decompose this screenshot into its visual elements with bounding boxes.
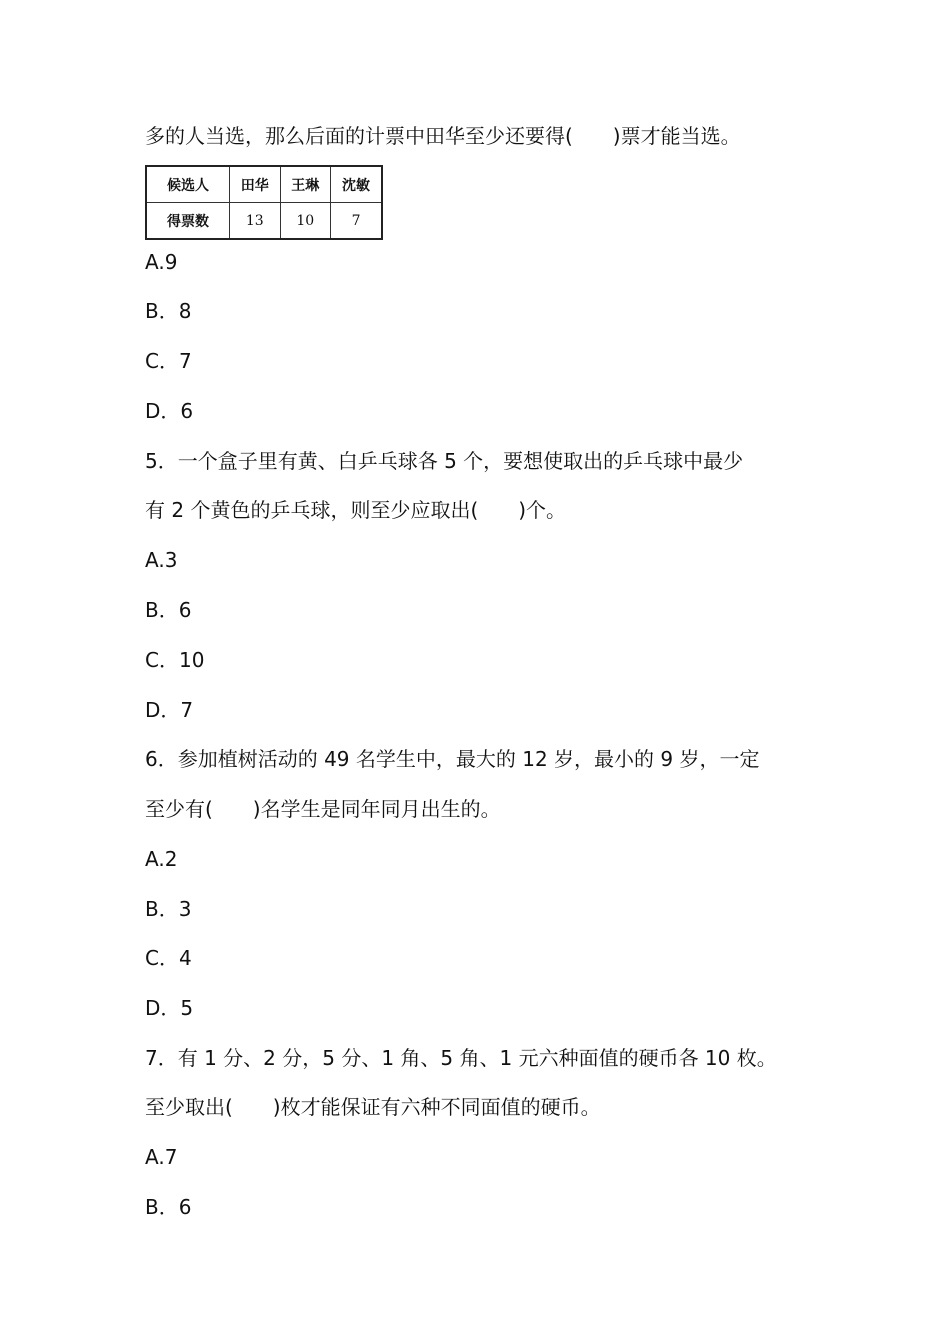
table-cell: 13 [230, 203, 281, 240]
q6-stem-line2: 至少有( )名学生是同年同月出生的。 [145, 797, 501, 821]
q4-option-c: C．7 [145, 349, 192, 373]
vote-table [145, 165, 383, 240]
q6-stem-line1: 6．参加植树活动的 49 名学生中，最大的 12 岁，最小的 9 岁，一定 [145, 747, 760, 771]
table-header-cell: 候选人 [146, 166, 230, 203]
q4-stem-tail: 多的人当选，那么后面的计票中田华至少还要得( )票才能当选。 [145, 124, 741, 148]
q4-option-a: A.9 [145, 250, 178, 274]
q5-stem-line2: 有 2 个黄色的乒乓球，则至少应取出( )个。 [145, 498, 567, 522]
table-cell: 7 [331, 203, 382, 240]
q6-option-a: A.2 [145, 847, 178, 871]
q5-option-d: D．7 [145, 698, 194, 722]
q4-option-b: B．8 [145, 299, 192, 323]
q6-option-c: C．4 [145, 946, 192, 970]
q5-option-c: C．10 [145, 648, 205, 672]
table-cell: 田华 [230, 166, 281, 203]
q7-option-b: B．6 [145, 1195, 192, 1219]
q5-option-a: A.3 [145, 548, 178, 572]
q7-stem-line1: 7．有 1 分、2 分，5 分、1 角、5 角、1 元六种面值的硬币各 10 枚。 [145, 1046, 777, 1070]
table-row [146, 203, 382, 240]
q5-option-b: B．6 [145, 598, 192, 622]
q7-option-a: A.7 [145, 1145, 178, 1169]
q4-option-d: D．6 [145, 399, 194, 423]
table-cell: 沈敏 [331, 166, 382, 203]
q5-stem-line1: 5．一个盒子里有黄、白乒乓球各 5 个，要想使取出的乒乓球中最少 [145, 449, 744, 473]
table-row [146, 166, 382, 203]
table-cell: 王琳 [280, 166, 331, 203]
q6-option-b: B．3 [145, 897, 192, 921]
table-cell: 10 [280, 203, 331, 240]
q7-stem-line2: 至少取出( )枚才能保证有六种不同面值的硬币。 [145, 1095, 601, 1119]
table-header-cell: 得票数 [146, 203, 230, 240]
q6-option-d: D．5 [145, 996, 194, 1020]
